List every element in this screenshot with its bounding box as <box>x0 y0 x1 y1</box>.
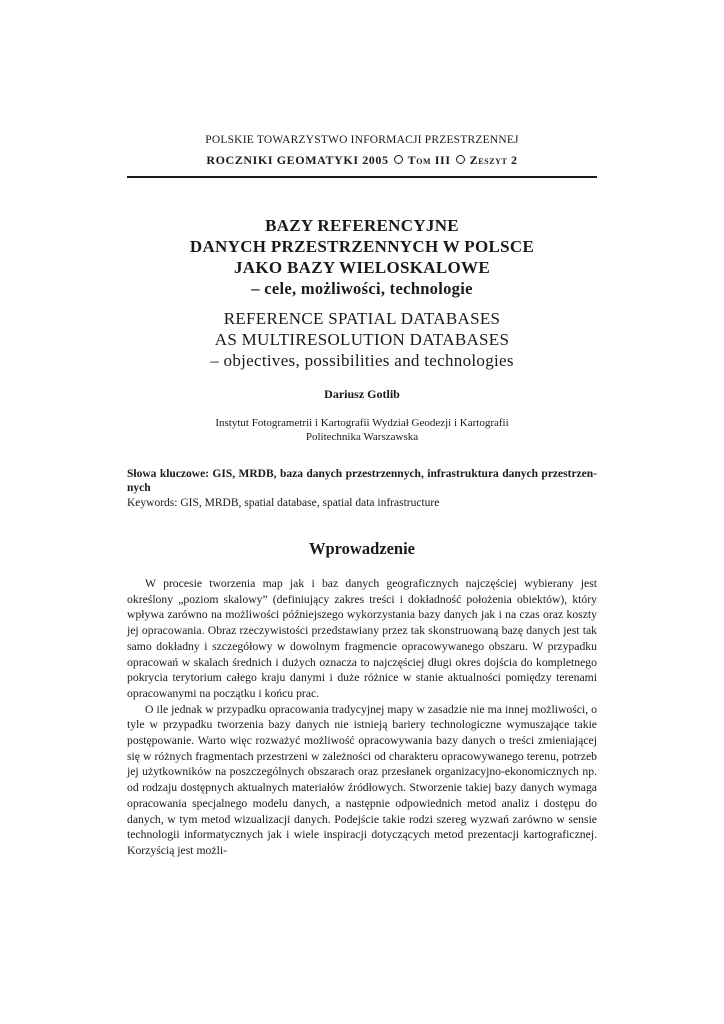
affiliation-institute: Instytut Fotogrametrii i Kartografii Wydział Geodezji i Kartografii <box>215 417 509 429</box>
title-english <box>127 308 597 371</box>
title-pl-line: JAKO BAZY WIELOSKALOWE <box>234 258 490 277</box>
title-pl-line: BAZY REFERENCYJNE <box>265 216 459 235</box>
keywords-block <box>127 467 597 510</box>
keywords-polish: Słowa kluczowe: GIS, MRDB, baza danych przestrzennych, infrastruktura danych przestrzennych <box>127 468 597 494</box>
journal-title: ROCZNIKI GEOMATYKI 2005 <box>206 153 389 167</box>
affiliation-university: Politechnika Warszawska <box>305 431 419 443</box>
title-en-line: REFERENCE SPATIAL DATABASES <box>223 309 501 328</box>
title-en-subtitle: – objectives, possibilities and technologies <box>210 351 514 370</box>
title-polish <box>127 215 597 299</box>
affiliation <box>127 416 597 444</box>
paragraph: W procesie tworzenia map jak i baz danych geograficznych najczęściej wybierany jest określony „poziom skalowy” (definiujący zakres treści i dokładność położenia obiektów), który wpływa zarówno na możliwości późniejszego wykorzystania bazy danych jak i na czas oraz koszty jej opracowania. Obraz rzeczywistości przedstawiany przez tak skonstruowaną bazę danych jest tak samo dokładny i szczegółowy w dowolnym fragmencie opracowywanego obszaru. W przypadku opracowań w skalach średnich i dużych oznacza to najczęściej długi okres dojścia do kompletnego pokrycia terytorium całego kraju danymi i duże różnice w stanie aktualności pomiędzy terenami opracowanymi na początku i końcu prac. <box>127 577 597 700</box>
section-heading: Wprowadzenie <box>308 539 416 558</box>
title-pl-subtitle: – cele, możliwości, technologie <box>251 279 473 298</box>
author-name: Dariusz Gotlib <box>324 387 400 401</box>
circle-separator-icon <box>394 155 403 164</box>
journal-line <box>127 152 597 168</box>
title-pl-line: DANYCH PRZESTRZENNYCH W POLSCE <box>189 237 535 256</box>
body-text <box>127 576 597 859</box>
journal-header <box>127 133 597 168</box>
paragraph: O ile jednak w przypadku opracowania tradycyjnej mapy w zasadzie nie ma innej możliwości, o tyle w przypadku tworzenia bazy danych nie istnieją bariery technologiczne wymuszające takie postępowanie. Warto więc rozważyć możliwość opracowywania bazy danych o treści zmieniającej się w różnych fragmentach przestrzeni w zależności od charakteru opracowywanego terenu, potrzeb jej użytkowników na poszczególnych obszarach oraz przesłanek organizacyjno-ekonomicznych np. od rodzaju dostępnych aktualnych materiałów źródłowych. Stworzenie takiej bazy danych wymaga opracowania specjalnego modelu danych, a następnie odpowiednich metod analiz i dostępu do danych, w tym metod wizualizacji danych. Podejście takie rodzi szereg wyzwań zarówno w sensie technologii informatycznych jak i wiele inspiracji dotyczących metod prezentacji kartograficznej. Korzyścią jest możli- <box>127 702 597 857</box>
journal-issue: Zeszyt 2 <box>469 153 518 167</box>
header-rule <box>127 176 597 178</box>
keywords-english: Keywords: GIS, MRDB, spatial database, spatial data infrastructure <box>127 497 440 509</box>
journal-volume: Tom III <box>407 153 451 167</box>
circle-separator-icon <box>456 155 465 164</box>
title-en-line: AS MULTIRESOLUTION DATABASES <box>214 330 510 349</box>
society-name: POLSKIE TOWARZYSTWO INFORMACJI PRZESTRZENNEJ <box>205 134 519 146</box>
